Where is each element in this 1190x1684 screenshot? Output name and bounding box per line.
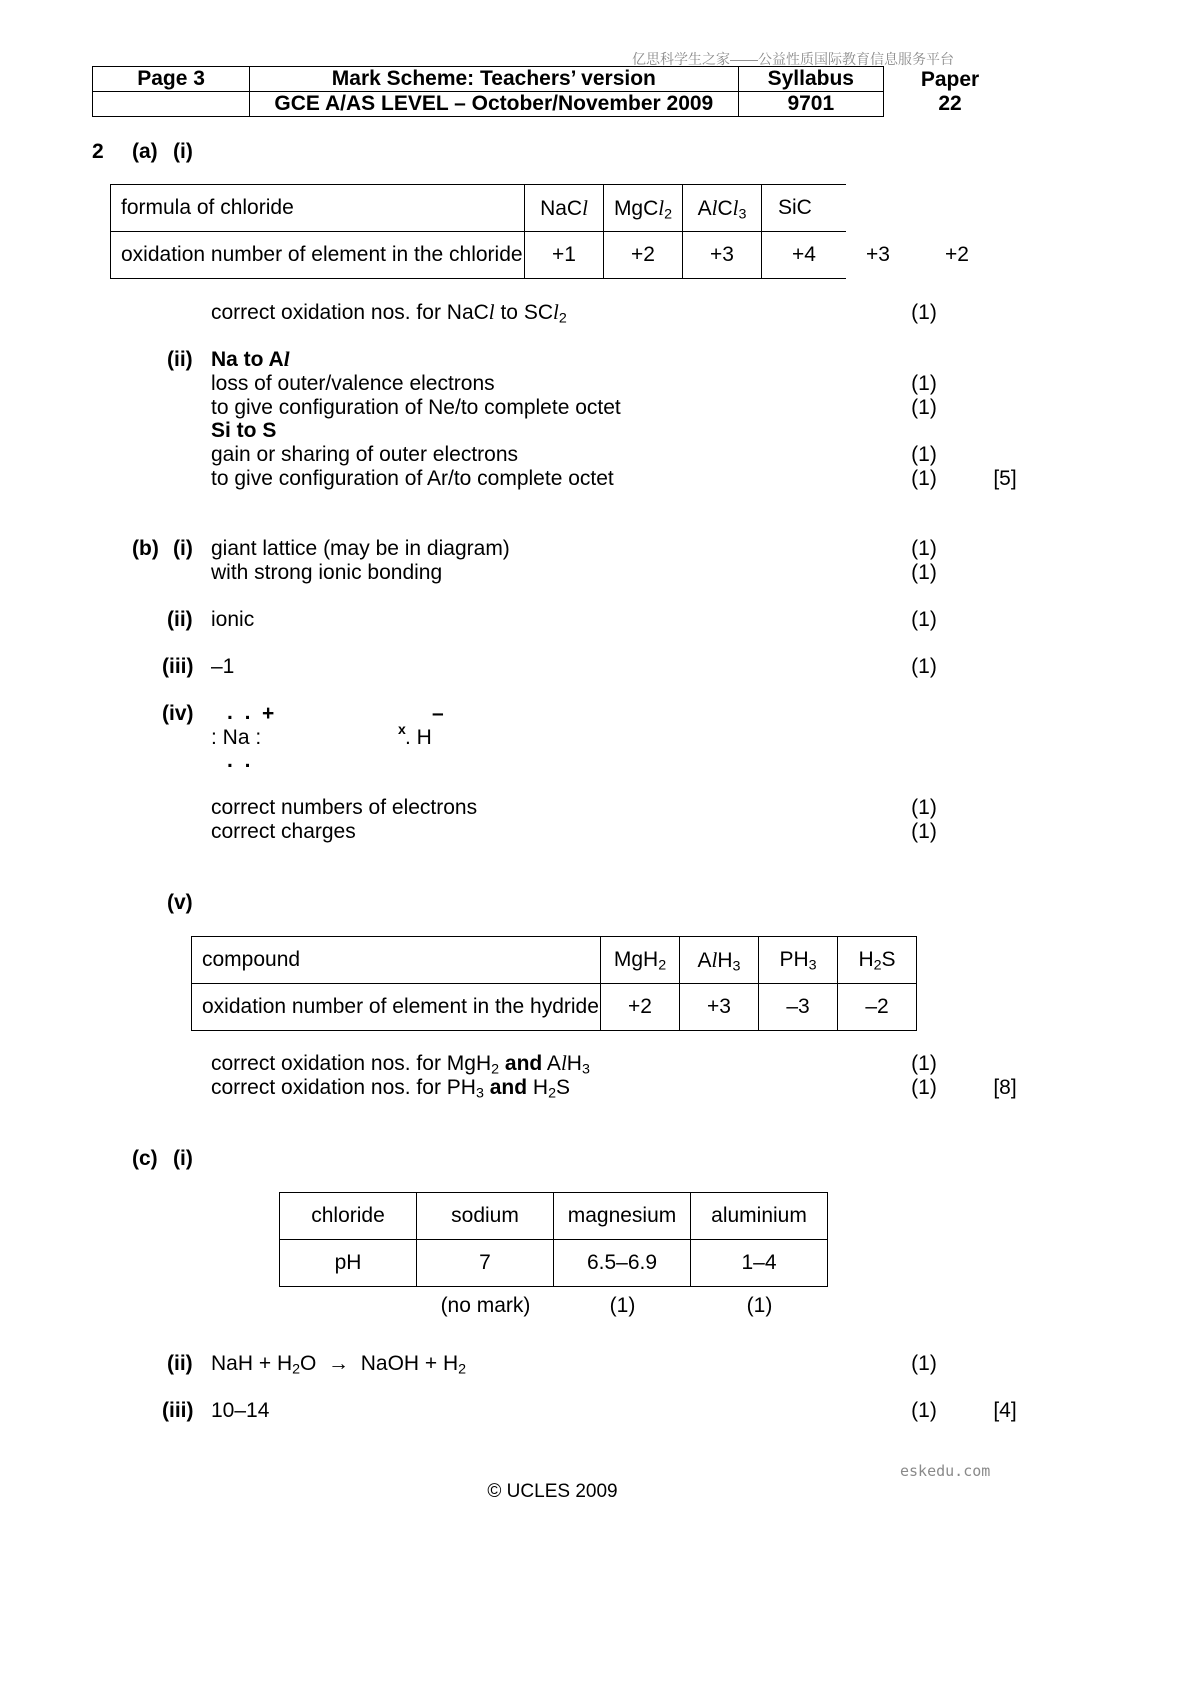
header-paper: 22 (938, 92, 962, 115)
chloride-formula-si: SiC (762, 185, 847, 232)
header-page: Page 3 (93, 67, 250, 92)
b-v-line2: correct oxidation nos. for $PH_3$ and $H_2S$ (211, 1076, 571, 1102)
label-c: (c) (132, 1147, 158, 1170)
a-ii-line3: gain or sharing of outer electrons (211, 443, 519, 466)
b-v-line1: correct oxidation nos. for MgH$_2$ and AlH$_3$ (211, 1051, 590, 1078)
question-number: 2 (92, 140, 104, 163)
a-ii-heading1: Na to Al (211, 347, 290, 371)
label-a-i: (i) (173, 140, 193, 163)
chloride-formula-na: NaCl (525, 185, 604, 232)
header-syllabus: 9701 (738, 92, 883, 117)
chloride-ox-mg: +2 (604, 232, 683, 279)
label-b: (b) (132, 537, 159, 560)
ph-sodium: 7 (417, 1240, 554, 1287)
label-b-v: (v) (167, 891, 193, 914)
b-iv-mark2: (1) (911, 820, 937, 843)
c-ii-equation: NaH + $H_2O$ → NaOH + $H_2$ (211, 1352, 467, 1378)
a-ii-mark3: (1) (911, 443, 937, 466)
hydride-ox-s: –2 (838, 984, 917, 1031)
label-c-ii: (ii) (167, 1352, 193, 1375)
chloride-formula-mg: MgCl$_2$ (604, 185, 683, 232)
a-ii-line1: loss of outer/valence electrons (211, 372, 495, 395)
h-symbol: . H (405, 726, 432, 749)
b-iv-line2: correct charges (211, 820, 356, 843)
c-ii-mark: (1) (911, 1352, 937, 1375)
na-symbol: : Na : (211, 726, 262, 749)
ph-table (279, 1192, 828, 1287)
c-i-mark-aluminium: (1) (746, 1294, 773, 1317)
b-v-mark1: (1) (911, 1052, 937, 1075)
b-i-line2: with strong ionic bonding (211, 561, 443, 584)
chloride-ox-na: +1 (525, 232, 604, 279)
a-ii-line2: to give configuration of Ne/to complete octet (211, 396, 621, 419)
hydride-ox-al: +3 (680, 984, 759, 1031)
h-cross-electron: x (398, 721, 406, 737)
ph-row-label: pH (280, 1240, 417, 1287)
a-ii-heading2: Si to S (211, 419, 277, 442)
chloride-row2-label: oxidation number of element in the chloride (111, 232, 525, 279)
b-iv-mark1: (1) (911, 796, 937, 819)
a-ii-mark2: (1) (911, 396, 937, 419)
label-b-iii: (iii) (162, 655, 194, 678)
chloride-ox-s: +2 (945, 243, 969, 266)
c-iii-text: 10–14 (211, 1399, 270, 1422)
ph-header-aluminium: aluminium (691, 1193, 828, 1240)
watermark-top: 亿思科学生之家——公益性质国际教育信息服务平台 (632, 51, 954, 67)
c-total: [4] (993, 1399, 1017, 1422)
label-c-iii: (iii) (162, 1399, 194, 1422)
na-top-dots: . . (227, 701, 254, 724)
na-plus-charge: + (262, 702, 275, 725)
header-title: Mark Scheme: Teachers’ version (250, 67, 739, 92)
header-empty (93, 92, 250, 117)
c-i-mark-magnesium: (1) (609, 1294, 636, 1317)
chloride-ox-si: +4 (762, 232, 847, 279)
b-ii-mark: (1) (911, 608, 937, 631)
hydride-row1-label: compound (192, 937, 601, 984)
na-bottom-dots: . . (227, 749, 254, 772)
hydride-row2-label: oxidation number of element in the hydride (192, 984, 601, 1031)
label-a-ii: (ii) (167, 348, 193, 371)
a-ii-mark4: (1) (911, 467, 937, 490)
header-subtitle: GCE A/AS LEVEL – October/November 2009 (250, 92, 739, 117)
chloride-formula-al: AlCl$_3$ (683, 185, 762, 232)
ph-header-sodium: sodium (417, 1193, 554, 1240)
header-paper-label: Paper (920, 68, 980, 91)
ph-header-magnesium: magnesium (554, 1193, 691, 1240)
ph-header-chloride: chloride (280, 1193, 417, 1240)
a-i-mark: (1) (911, 301, 937, 324)
label-c-i: (i) (173, 1147, 193, 1170)
ph-magnesium: 6.5–6.9 (554, 1240, 691, 1287)
hydride-ox-p: –3 (759, 984, 838, 1031)
chloride-row1-label: formula of chloride (111, 185, 525, 232)
hydride-ox-mg: +2 (601, 984, 680, 1031)
watermark-bottom: eskedu.com (900, 1462, 991, 1480)
c-i-mark-sodium: (no mark) (440, 1294, 531, 1317)
hydride-ph3: $PH_3$ (759, 937, 838, 984)
hydride-mgh2: MgH$_2$ (601, 937, 680, 984)
chloride-table (110, 184, 846, 279)
b-iii-mark: (1) (911, 655, 937, 678)
h-minus-charge: – (432, 702, 444, 725)
b-total: [8] (993, 1076, 1017, 1099)
b-iii-text: –1 (211, 655, 235, 678)
footer-copyright: © UCLES 2009 (487, 1481, 618, 1502)
b-i-mark2: (1) (911, 561, 937, 584)
hydride-table (191, 936, 917, 1031)
b-iv-line1: correct numbers of electrons (211, 796, 478, 819)
a-ii-line4: to give configuration of Ar/to complete octet (211, 467, 614, 490)
ph-aluminium: 1–4 (691, 1240, 828, 1287)
c-iii-mark: (1) (911, 1399, 937, 1422)
header-syllabus-label: Syllabus (738, 67, 883, 92)
a-ii-mark1: (1) (911, 372, 937, 395)
hydride-alh3: AlH$_3$ (680, 937, 759, 984)
label-b-iv: (iv) (162, 702, 194, 725)
label-a: (a) (132, 140, 158, 163)
chloride-ox-p: +3 (866, 243, 890, 266)
a-total: [5] (993, 467, 1017, 490)
b-v-mark2: (1) (911, 1076, 937, 1099)
label-b-ii: (ii) (167, 608, 193, 631)
header-table (92, 66, 884, 117)
b-ii-text: ionic (211, 608, 255, 631)
b-i-line1: giant lattice (may be in diagram) (211, 537, 510, 560)
chloride-ox-al: +3 (683, 232, 762, 279)
label-b-i: (i) (173, 537, 193, 560)
a-i-note: correct oxidation nos. for NaCl to SCl$_2$ (211, 300, 567, 327)
b-i-mark1: (1) (911, 537, 937, 560)
hydride-h2s: $H_2S$ (838, 937, 917, 984)
